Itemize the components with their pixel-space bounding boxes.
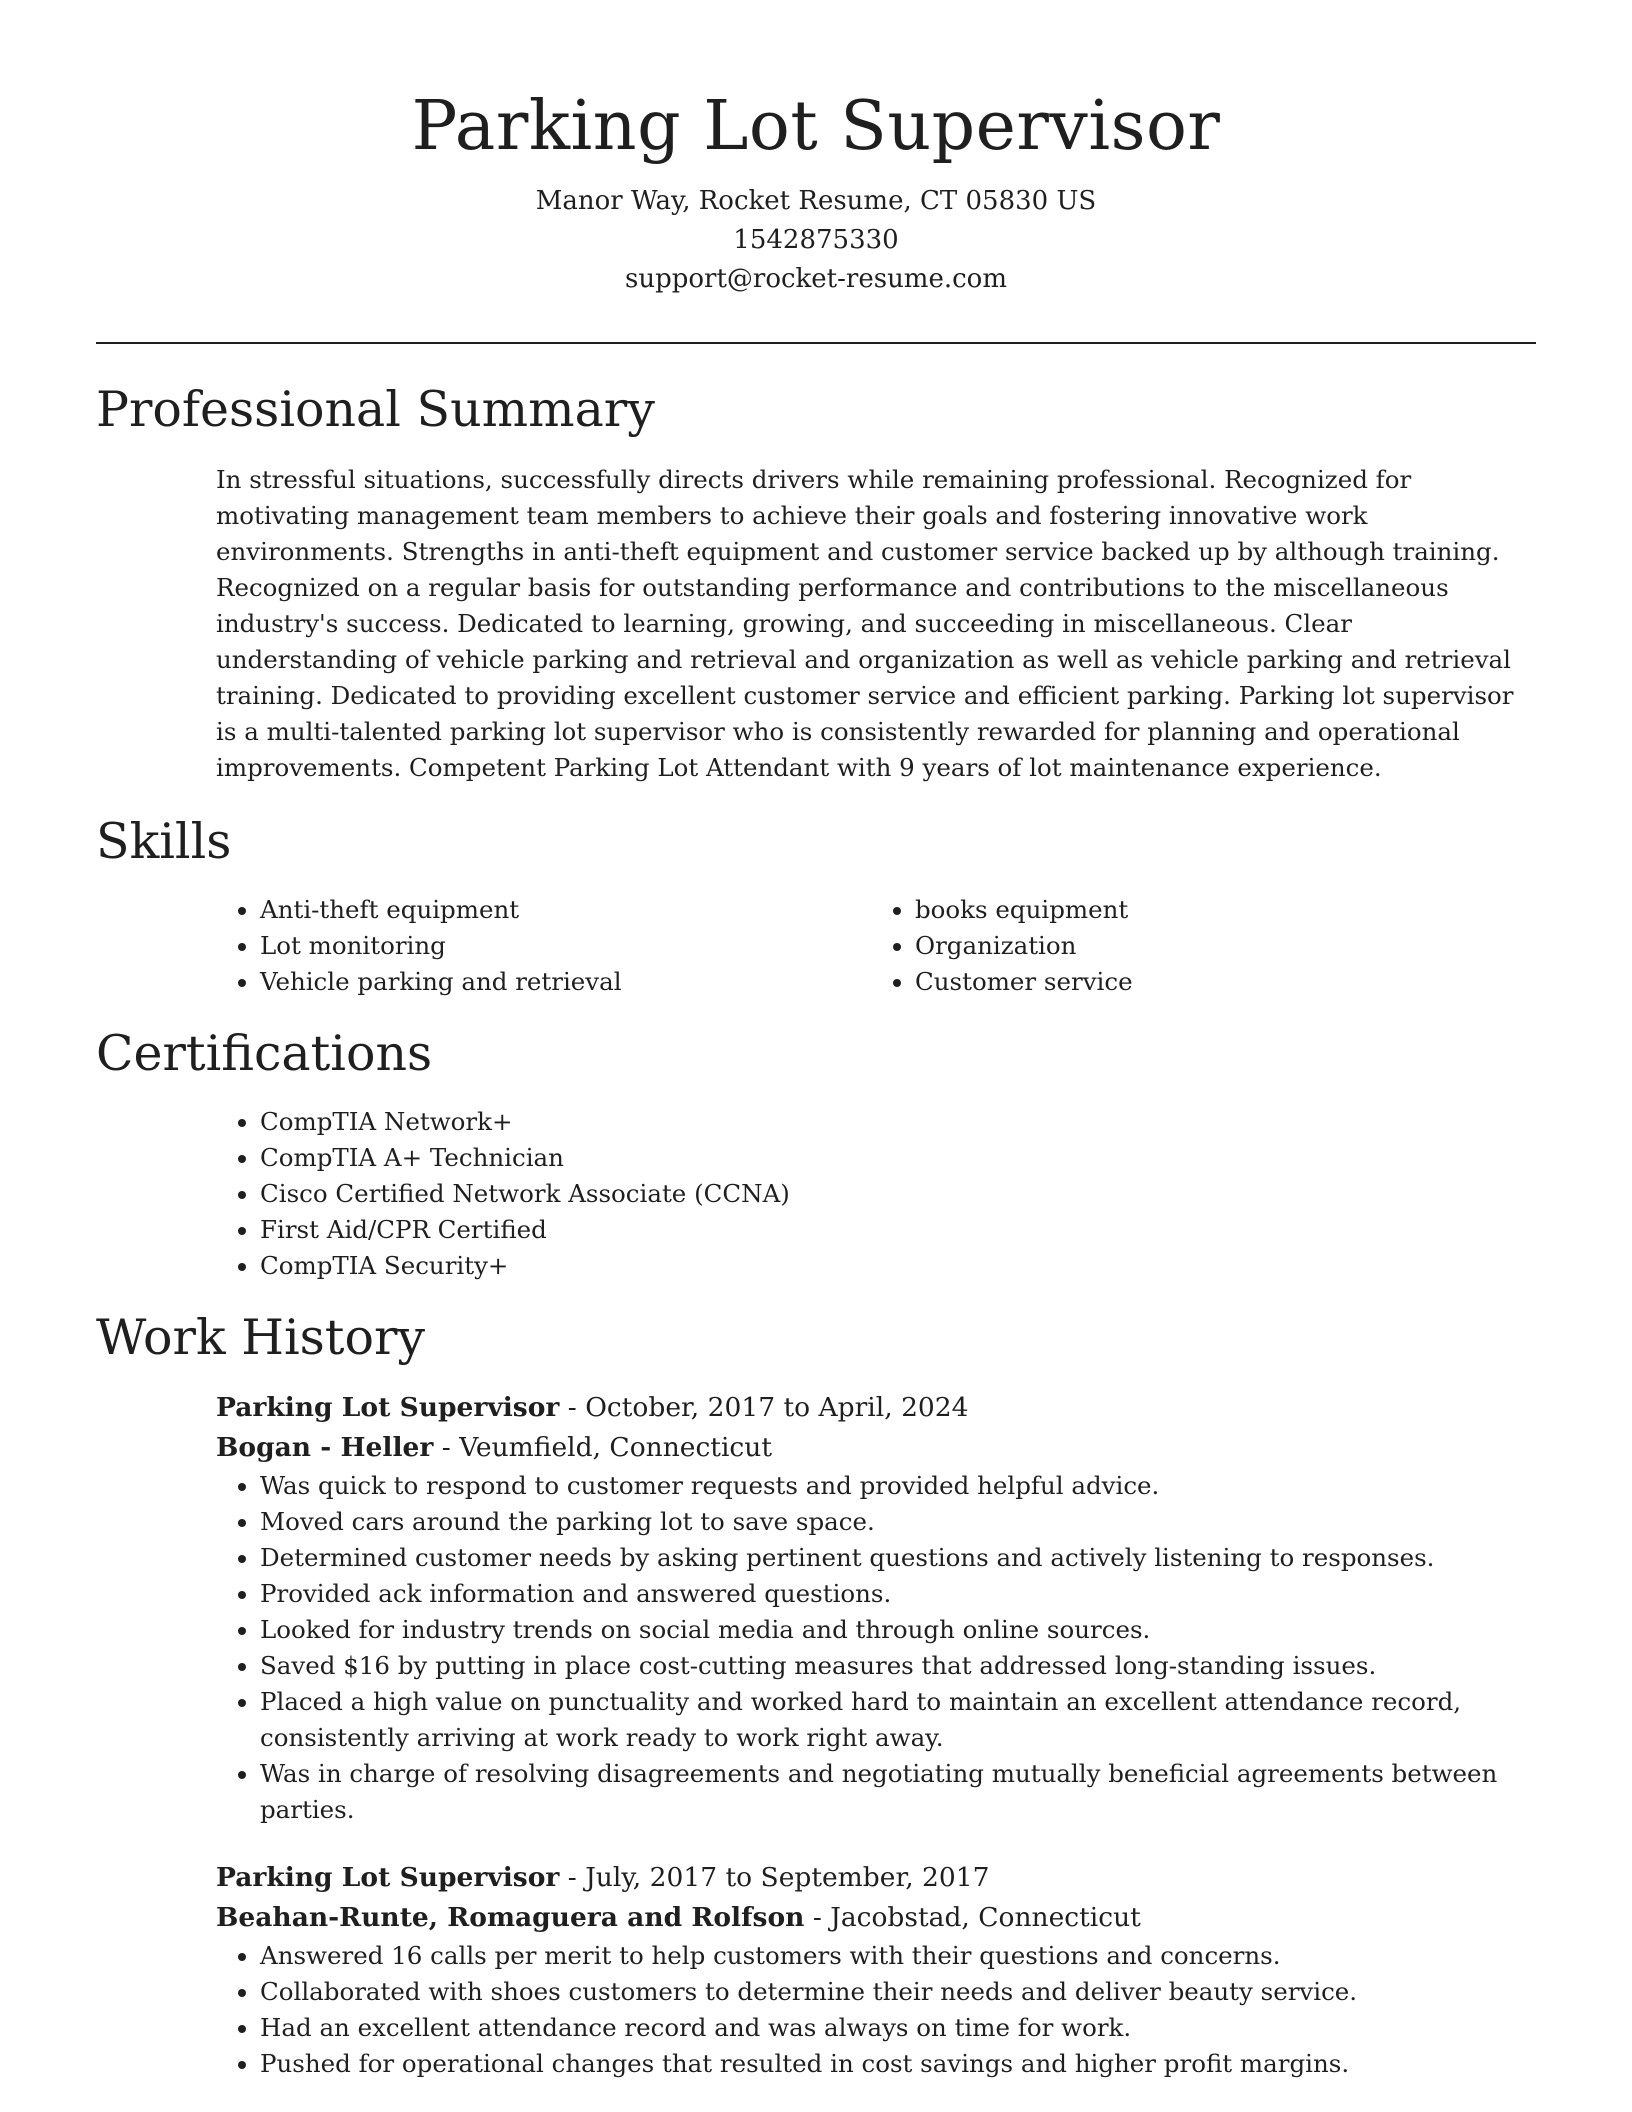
skill-item: • Vehicle parking and retrieval	[260, 964, 871, 1000]
job-entry	[216, 1858, 1526, 2082]
contact-info	[0, 182, 1632, 299]
certification-item: • First Aid/CPR Certified	[260, 1212, 1526, 1248]
job-company: Beahan-Runte, Romaguera and Rolfson	[216, 1902, 805, 1933]
job-company: Bogan - Heller	[216, 1432, 434, 1463]
job-dates: July, 2017 to September, 2017	[585, 1862, 990, 1893]
email: support@rocket-resume.com	[624, 264, 1007, 294]
summary-section	[216, 462, 1526, 786]
candidate-name: Parking Lot Supervisor	[411, 87, 1221, 166]
skill-item: • books equipment	[915, 892, 1526, 928]
job-entry	[216, 1388, 1526, 1828]
job-duty: • Looked for industry trends on social media and through online sources.	[260, 1612, 1526, 1648]
summary-heading: Professional Summary	[96, 381, 655, 438]
skill-item: • Lot monitoring	[260, 928, 871, 964]
header-divider	[96, 342, 1536, 344]
work-history-heading: Work History	[96, 1309, 426, 1366]
job-duty: • Provided ack information and answered questions.	[260, 1576, 1526, 1612]
skill-item: • Anti-theft equipment	[260, 892, 871, 928]
job-duties-list	[216, 1938, 1526, 2082]
skills-list-left	[216, 892, 871, 1000]
certification-item: • CompTIA Network+	[260, 1104, 1526, 1140]
job-duty: • Determined customer needs by asking pertinent questions and actively listening to responses.	[260, 1540, 1526, 1576]
job-duty: • Had an excellent attendance record and was always on time for work.	[260, 2010, 1526, 2046]
job-duty: • Was in charge of resolving disagreements and negotiating mutually beneficial agreements between parties.	[260, 1756, 1526, 1828]
certifications-section	[216, 1104, 1526, 1284]
job-title: Parking Lot Supervisor	[216, 1862, 560, 1893]
job-duty: • Pushed for operational changes that resulted in cost savings and higher profit margins.	[260, 2046, 1526, 2082]
job-duty: • Moved cars around the parking lot to save space.	[260, 1504, 1526, 1540]
job-duties-list	[216, 1468, 1526, 1828]
certifications-heading: Certifications	[96, 1025, 433, 1082]
certifications-list	[216, 1104, 1526, 1284]
skills-list-right	[871, 892, 1526, 1000]
job-location: Veumfield, Connecticut	[459, 1432, 772, 1463]
job-company-line: Bogan - Heller - Veumfield, Connecticut	[216, 1432, 772, 1463]
address: Manor Way, Rocket Resume, CT 05830 US	[535, 186, 1097, 216]
resume-header	[0, 0, 1632, 299]
job-title: Parking Lot Supervisor	[216, 1392, 560, 1423]
job-dates: October, 2017 to April, 2024	[585, 1392, 969, 1423]
skills-heading: Skills	[96, 813, 232, 870]
job-duty: • Saved $16 by putting in place cost-cutting measures that addressed long-standing issues.	[260, 1648, 1526, 1684]
phone: 1542875330	[733, 225, 899, 255]
job-title-line: Parking Lot Supervisor - July, 2017 to September, 2017	[216, 1862, 990, 1893]
skills-section	[216, 892, 1526, 1000]
skill-item: • Customer service	[915, 964, 1526, 1000]
job-duty: • Was quick to respond to customer requests and provided helpful advice.	[260, 1468, 1526, 1504]
skill-item: • Organization	[915, 928, 1526, 964]
job-title-line: Parking Lot Supervisor - October, 2017 to April, 2024	[216, 1392, 969, 1423]
work-history-section	[216, 1388, 1526, 2112]
job-location: Jacobstad, Connecticut	[830, 1902, 1141, 1933]
certification-item: • CompTIA Security+	[260, 1248, 1526, 1284]
summary-text: In stressful situations, successfully directs drivers while remaining professional. Recognized for motivating management team members to achieve their goals and fostering innovative work environments. Strengths in anti-theft equipment and customer service backed up by although training. Recognized on a regular basis for outstanding performance and contributions to the miscellaneous industry's success. Dedicated to learning, growing, and succeeding in miscellaneous. Clear understanding of vehicle parking and retrieval and organization as well as vehicle parking and retrieval training. Dedicated to providing excellent customer service and efficient parking. Parking lot supervisor is a multi-talented parking lot supervisor who is consistently rewarded for planning and operational improvements. Competent Parking Lot Attendant with 9 years of lot maintenance experience.	[216, 465, 1514, 782]
job-duty: • Placed a high value on punctuality and worked hard to maintain an excellent attendance record, consistently arriving at work ready to work right away.	[260, 1684, 1526, 1756]
certification-item: • Cisco Certified Network Associate (CCNA)	[260, 1176, 1526, 1212]
job-company-line: Beahan-Runte, Romaguera and Rolfson - Jacobstad, Connecticut	[216, 1902, 1141, 1933]
job-duty: • Answered 16 calls per merit to help customers with their questions and concerns.	[260, 1938, 1526, 1974]
job-duty: • Collaborated with shoes customers to determine their needs and deliver beauty service.	[260, 1974, 1526, 2010]
certification-item: • CompTIA A+ Technician	[260, 1140, 1526, 1176]
